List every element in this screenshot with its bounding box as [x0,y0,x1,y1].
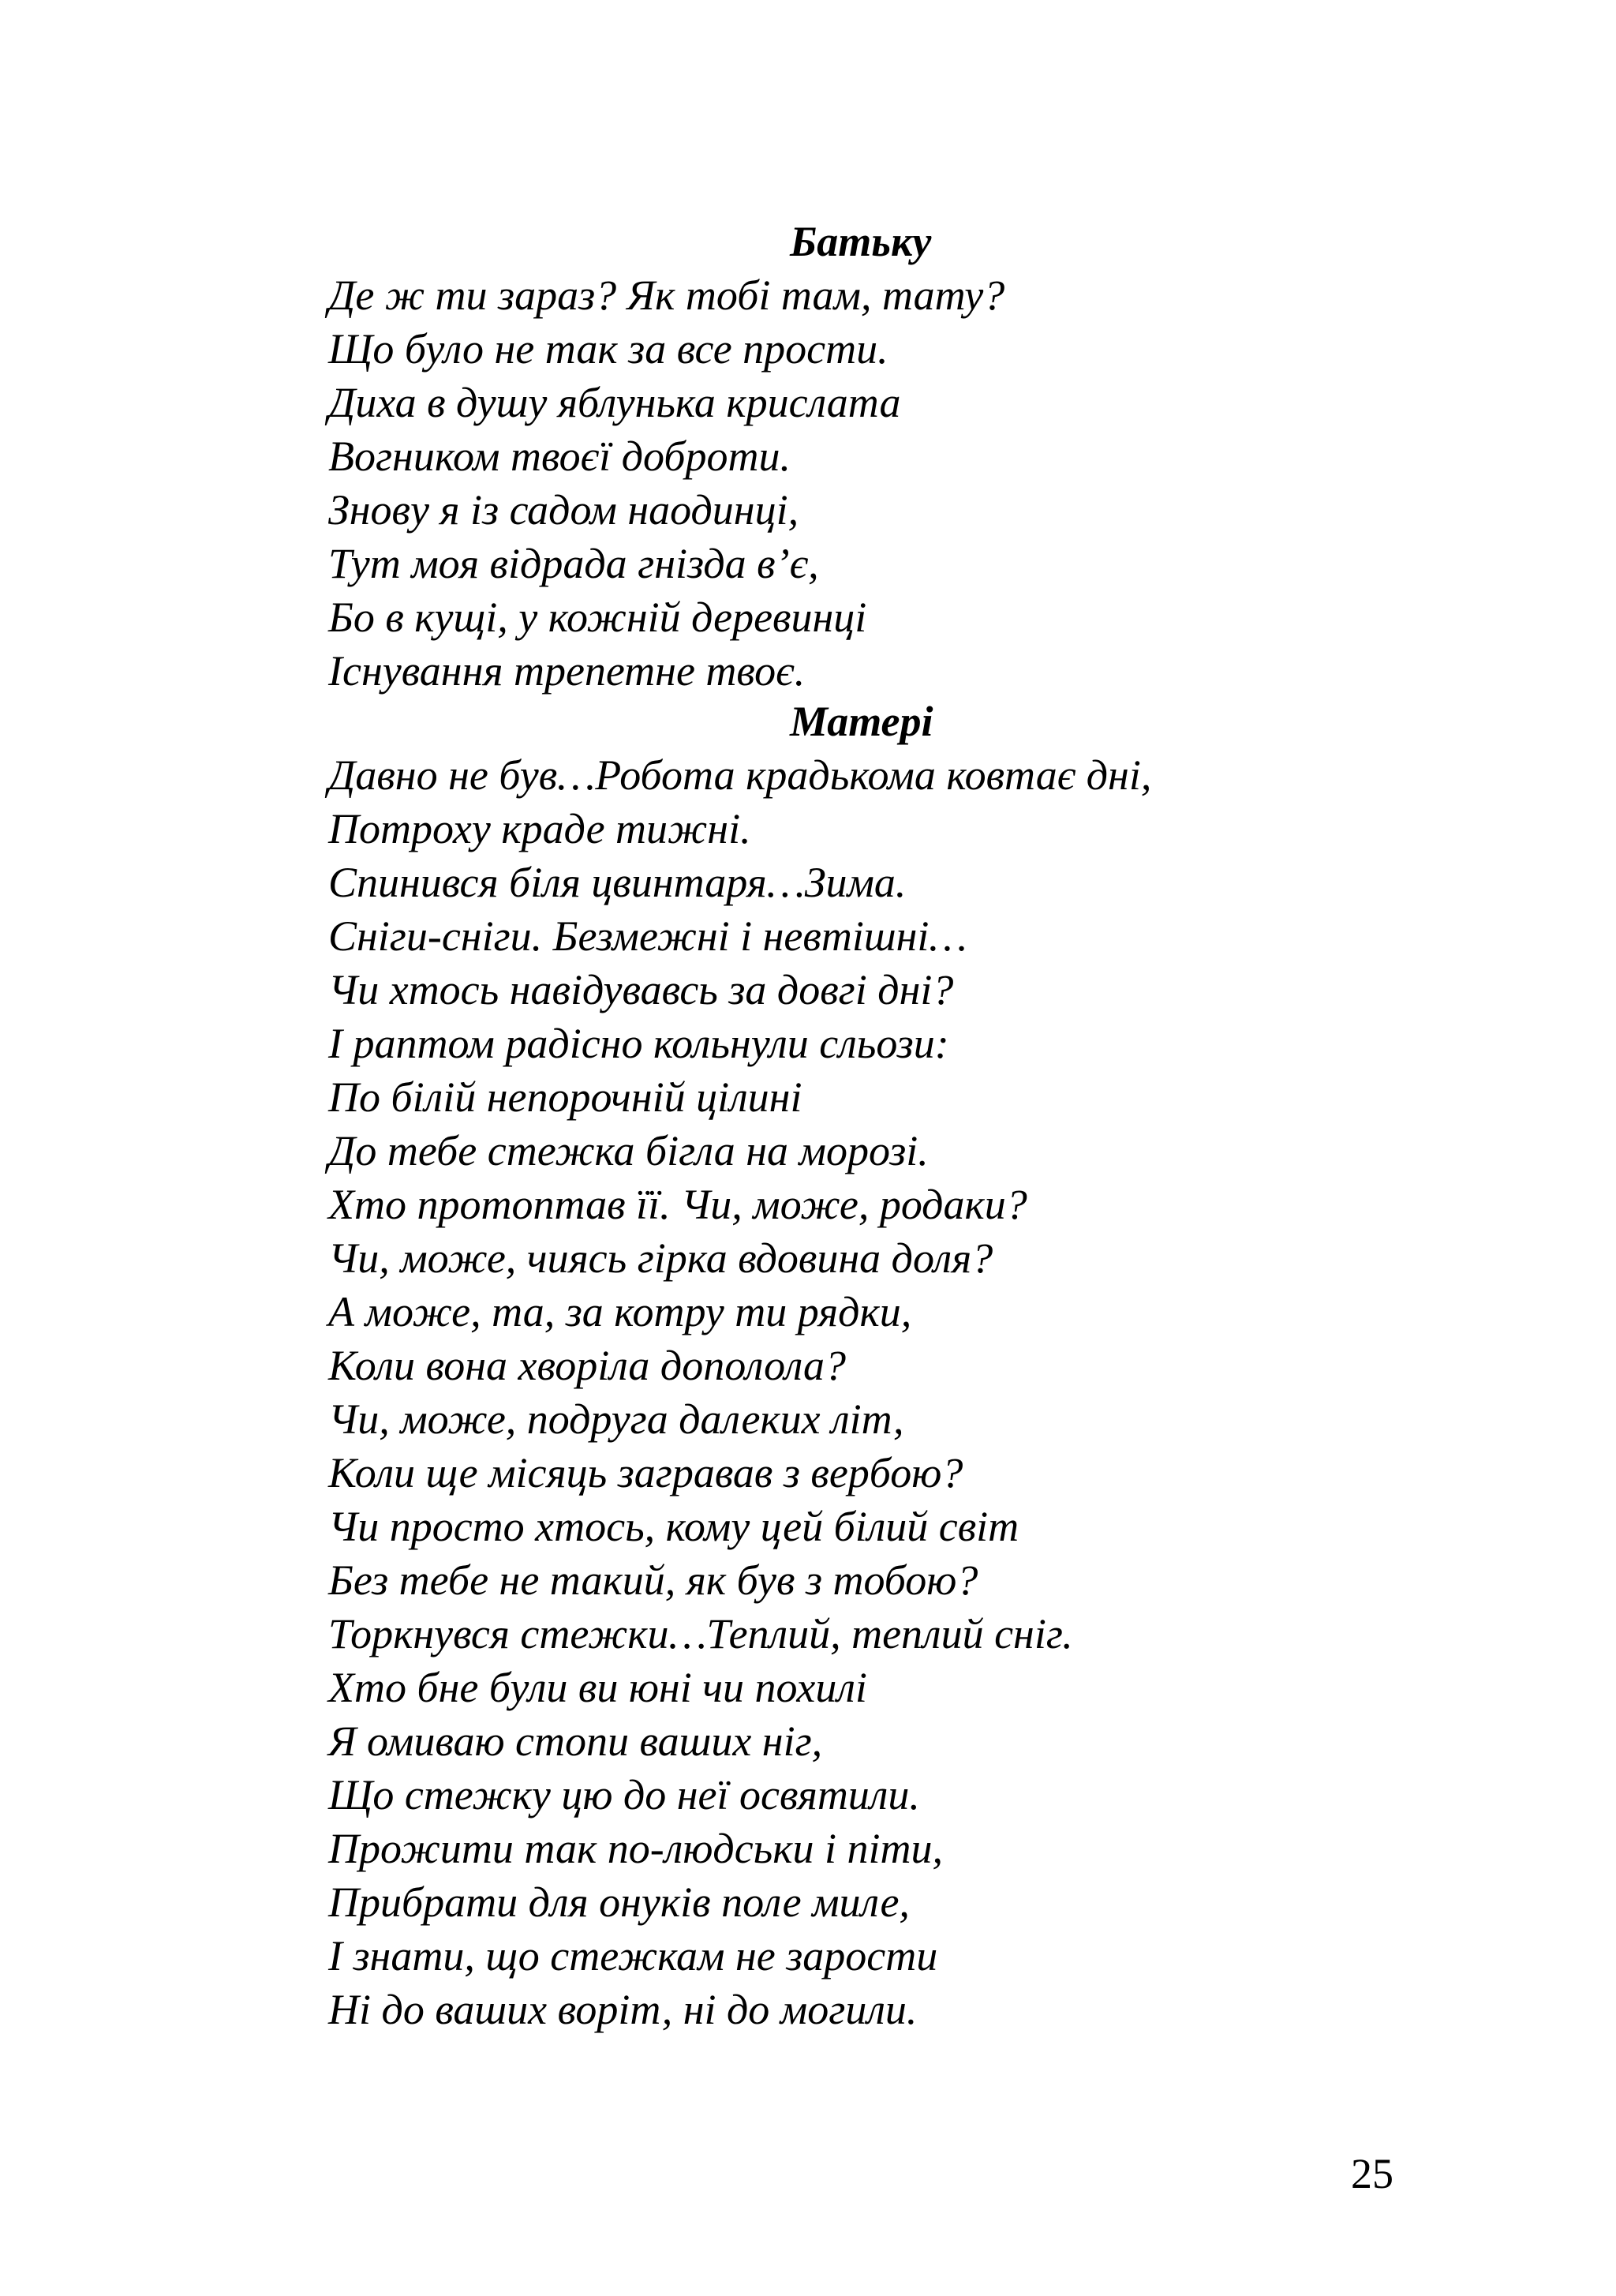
poem-line: Хто бне були ви юні чи похилі [328,1664,867,1711]
poem-line: Коли вона хворіла дополола? [328,1342,846,1389]
poem-line: Прибрати для онуків поле миле, [328,1878,910,1926]
poem-line: Існування трепетне твоє. [328,647,806,695]
poem-line: Без тебе не такий, як був з тобою? [328,1556,978,1604]
poem-line: Бо в кущі, у кожній деревинці [328,594,867,641]
poem-line: Що стежку цю до неї освятили. [328,1771,920,1818]
poem-line: Тут моя відрада гнізда в’є, [328,540,819,587]
poem-title: Батьку [790,218,932,265]
poem-line: Чи хтось навідувавсь за довгі дні? [328,966,954,1013]
poem-line: Ні до ваших воріт, ні до могили. [328,1986,918,2033]
poem-title: Матері [790,698,933,745]
poem-line: Сніги-сніги. Безмежні і невтішні… [328,912,967,960]
poem-line: По білій непорочній цілині [328,1073,802,1121]
poem-batku [328,215,1354,698]
poem-line: Торкнувся стежки…Теплий, теплий сніг. [328,1610,1073,1657]
poem-line: Спинився біля цвинтаря…Зима. [328,859,907,906]
poem-line: До тебе стежка бігла на морозі. [328,1127,929,1174]
poem-materi [328,695,1354,2036]
poem-line: Потроху краде тижні. [328,805,751,852]
poem-line: Прожити так по-людськи і піти, [328,1825,944,1872]
poem-line: А може, та, за котру ти рядки, [328,1288,912,1335]
poem-line: Давно не був…Робота крадькома ковтає дні, [328,751,1152,799]
poem-line: Знову я із садом наодинці, [328,486,799,534]
poem-lines [328,748,1354,2036]
poem-lines [328,268,1354,698]
page-number: 25 [1351,2150,1393,2197]
poem-line: Чи, може, чиясь гірка вдовина доля? [328,1234,993,1282]
poem-line: Де ж ти зараз? Як тобі там, тату? [328,272,1005,319]
poem-line: Хто протоптав її. Чи, може, родаки? [328,1181,1027,1228]
poem-line: І знати, що стежкам не зарости [328,1932,938,1980]
poem-line: Вогником твоєї доброти. [328,433,791,480]
poem-line: Я омиваю стопи ваших ніг, [328,1717,823,1765]
poem-line: Чи, може, подруга далеких літ, [328,1395,904,1443]
poem-line: Коли ще місяць загравав з вербою? [328,1449,963,1496]
poem-line: Чи просто хтось, кому цей білий світ [328,1503,1019,1550]
poem-line: І раптом радісно кольнули сльози: [328,1020,949,1067]
poem-line: Диха в душу яблунька крислата [328,379,901,426]
poem-line: Що було не так за все прости. [328,325,888,373]
